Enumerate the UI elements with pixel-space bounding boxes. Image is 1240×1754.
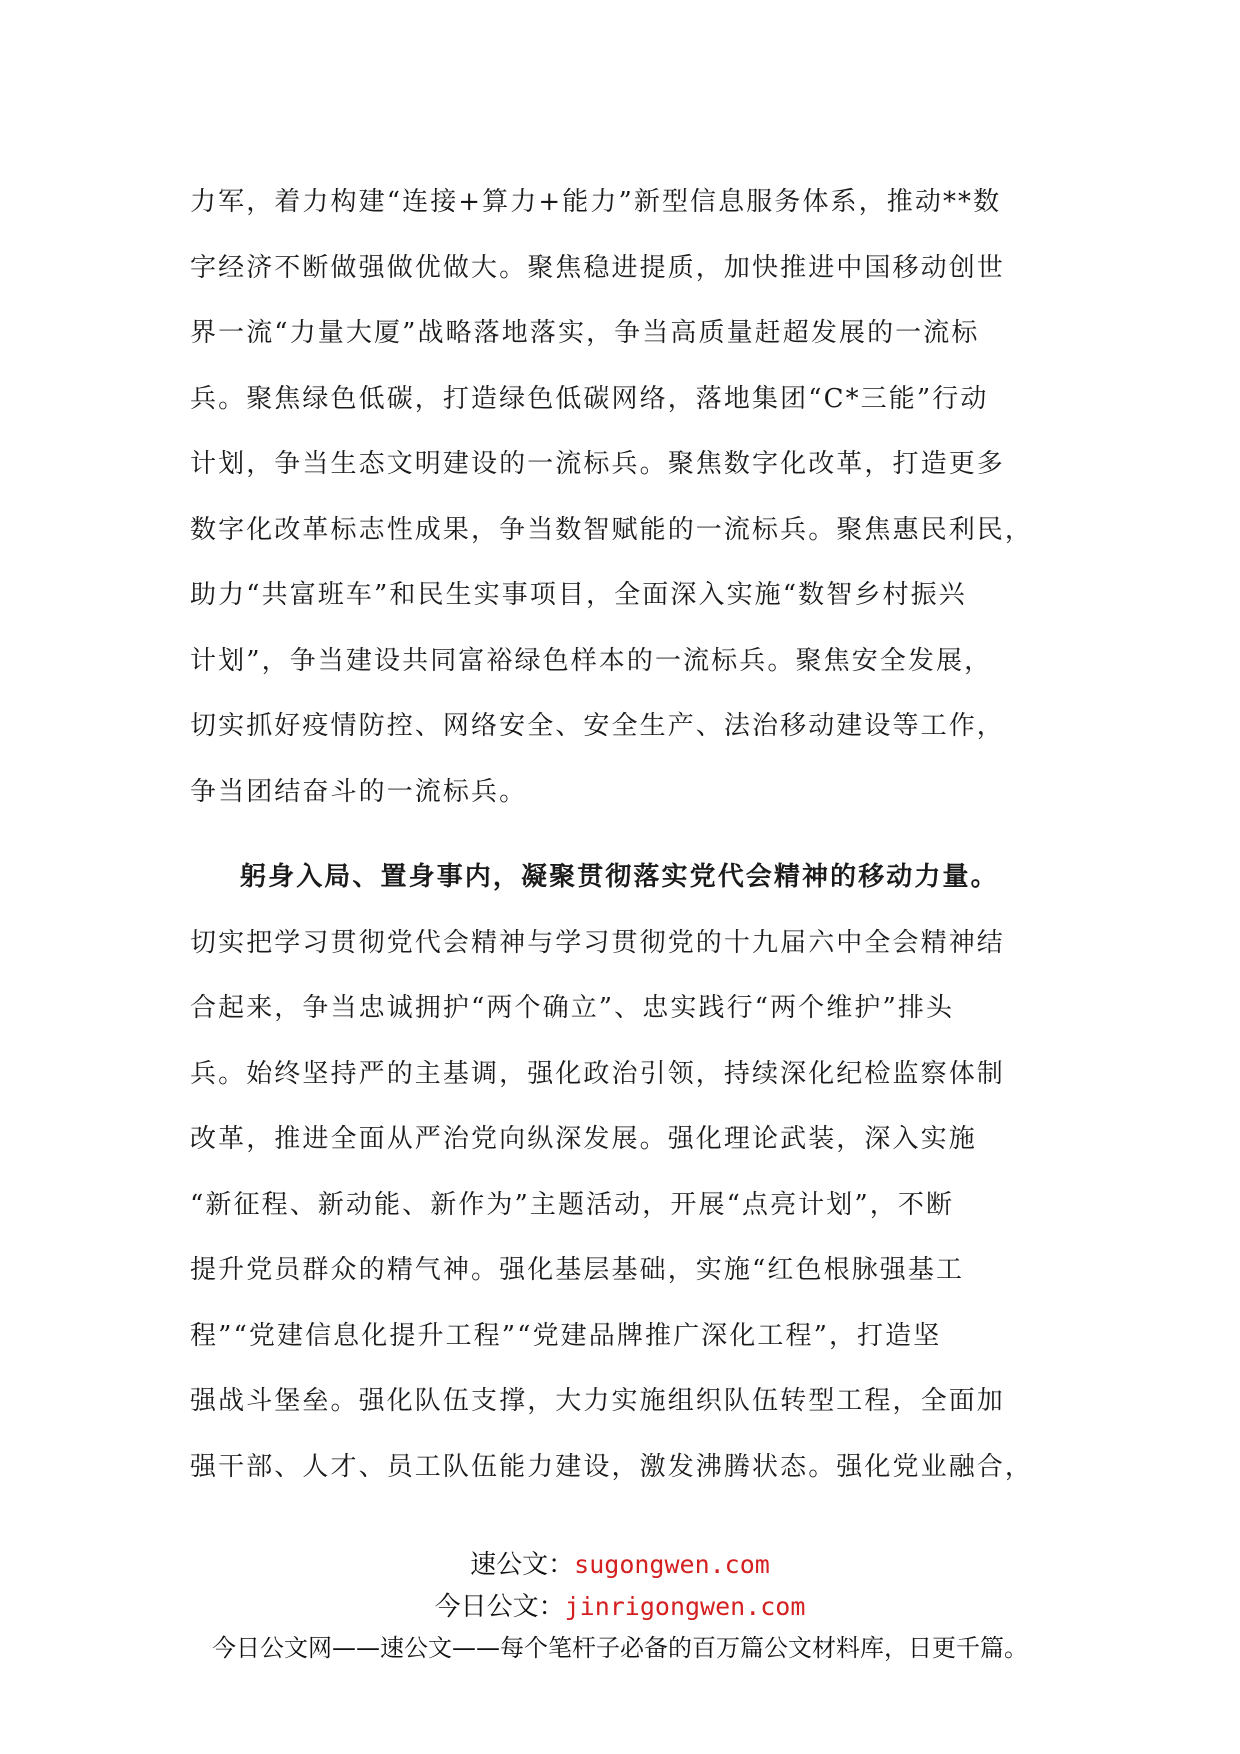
paragraph-line: 界一流“力量大厦”战略落地落实，争当高质量赶超发展的一流标 bbox=[190, 318, 980, 348]
paragraph-line: 计划”，争当建设共同富裕绿色样本的一流标兵。聚焦安全发展， bbox=[190, 645, 993, 676]
paragraph-line: 切实把学习贯彻党代会精神与学习贯彻党的十九届六中全会精神结 bbox=[190, 927, 1005, 958]
paragraph-line: “新征程、新动能、新作为”主题活动，开展“点亮计划”，不断 bbox=[190, 1189, 955, 1220]
footer-link-sugongwen[interactable]: sugongwen.com bbox=[574, 1550, 770, 1579]
paragraph-line: 兵。始终坚持严的主基调，强化政治引领，持续深化纪检监察体制 bbox=[190, 1058, 1005, 1089]
footer-slogan bbox=[0, 1628, 1240, 1663]
paragraph-line: 争当团结奋斗的一流标兵。 bbox=[190, 776, 528, 807]
footer-link-jinrigongwen[interactable]: jinrigongwen.com bbox=[564, 1592, 806, 1621]
paragraph-line: 强战斗堡垒。强化队伍支撑，大力实施组织队伍转型工程，全面加 bbox=[190, 1386, 1005, 1416]
paragraph-line: 强干部、人才、员工队伍能力建设，激发沸腾状态。强化党业融合， bbox=[190, 1451, 1034, 1482]
footer-jinrigongwen bbox=[0, 1586, 1240, 1623]
paragraph-line: 字经济不断做强做优做大。聚焦稳进提质，加快推进中国移动创世 bbox=[190, 252, 1005, 283]
paragraph-line: 兵。聚焦绿色低碳，打造绿色低碳网络，落地集团“C*三能”行动 bbox=[190, 383, 989, 414]
paragraph-line: 程”“党建信息化提升工程”“党建品牌推广深化工程”，打造坚 bbox=[190, 1320, 942, 1351]
paragraph-line: 改革，推进全面从严治党向纵深发展。强化理论武装，深入实施 bbox=[190, 1124, 977, 1154]
footer-slogan-text: 今日公文网——速公文——每个笔杆子必备的百万篇公文材料库，日更千篇。 bbox=[212, 1634, 1028, 1662]
section-heading: 躬身入局、置身事内，凝聚贯彻落实党代会精神的移动力量。 bbox=[240, 862, 999, 892]
paragraph-line: 计划，争当生态文明建设的一流标兵。聚焦数字化改革，打造更多 bbox=[190, 449, 1005, 479]
footer-label-jinrigongwen: 今日公文： bbox=[434, 1592, 565, 1622]
document-body bbox=[190, 170, 1060, 1500]
paragraph-line: 合起来，争当忠诚拥护“两个确立”、忠实践行“两个维护”排头 bbox=[190, 993, 955, 1023]
paragraph-line: 助力“共富班车”和民生实事项目，全面深入实施“数智乡村振兴 bbox=[190, 580, 967, 610]
paragraph-line: 数字化改革标志性成果，争当数智赋能的一流标兵。聚焦惠民利民， bbox=[190, 514, 1034, 545]
paragraph-gap bbox=[190, 825, 1060, 845]
footer-label-sugongwen: 速公文： bbox=[470, 1550, 575, 1580]
paragraph-line: 切实抓好疫情防控、网络安全、安全生产、法治移动建设等工作， bbox=[190, 711, 1005, 741]
footer-sugongwen bbox=[0, 1544, 1240, 1581]
paragraph-line: 力军，着力构建“连接+算力+能力”新型信息服务体系，推动**数 bbox=[190, 187, 1002, 217]
paragraph-line: 提升党员群众的精气神。强化基层基础，实施“红色根脉强基工 bbox=[190, 1255, 965, 1285]
